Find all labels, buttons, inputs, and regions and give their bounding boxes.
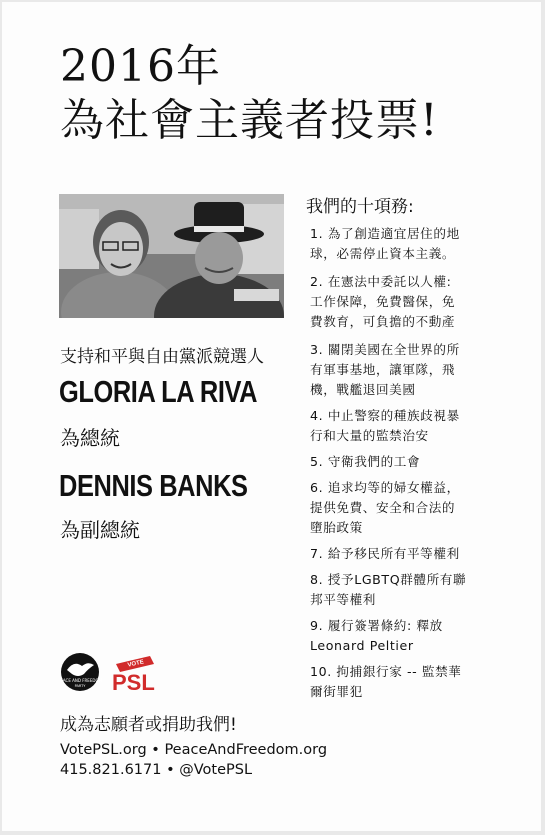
task-10 xyxy=(310,662,461,702)
task-line: 9. 履行簽署條約: 釋放 xyxy=(310,618,443,633)
task-line: 爾街罪犯 xyxy=(310,684,363,699)
task-line: 4. 中止警察的種族歧視暴 xyxy=(310,408,460,423)
task-line: 2. 在憲法中委託以人權: xyxy=(310,274,452,289)
vice-president-role: 為副總統 xyxy=(60,518,140,542)
headline-year: 2016年 xyxy=(60,41,221,92)
task-5 xyxy=(310,452,420,472)
tasks-title: 我們的十項務: xyxy=(306,197,414,217)
task-line: 8. 授予LGBTQ群體所有聯 xyxy=(310,572,467,587)
task-6 xyxy=(310,478,460,538)
peace-and-freedom-party-wordmark: PARTY xyxy=(74,684,86,688)
task-9 xyxy=(310,616,443,656)
task-7 xyxy=(310,544,460,564)
phone-social-line: 415.821.6171 • @VotePSL xyxy=(60,762,253,778)
task-line: 10. 拘捕銀行家 -- 監禁華 xyxy=(310,664,462,679)
vice-president-name: DENNIS BANKS xyxy=(59,468,248,503)
task-line: 工作保障，免費醫保，免 xyxy=(310,294,456,309)
task-line: 1. 為了創造適宜居住的地 xyxy=(310,226,460,241)
volunteer-call: 成為志願者或捐助我們! xyxy=(60,715,237,735)
headline-slogan: 為社會主義者投票! xyxy=(60,95,439,146)
vote-psl-logo xyxy=(110,652,160,692)
task-line: 7. 給予移民所有平等權利 xyxy=(310,546,460,561)
support-line: 支持和平與自由黨派競選人 xyxy=(60,347,264,367)
candidates-photo xyxy=(59,194,284,318)
psl-wordmark: PSL xyxy=(112,670,155,692)
president-name: GLORIA LA RIVA xyxy=(59,374,258,409)
task-1 xyxy=(310,224,460,264)
task-line: 邦平等權利 xyxy=(310,592,376,607)
task-line: 提供免費、安全和合法的 xyxy=(310,500,456,515)
task-line: 墮胎政策 xyxy=(310,520,363,535)
task-3 xyxy=(310,340,460,400)
task-line: 5. 守衛我們的工會 xyxy=(310,454,421,469)
task-line: 球，必需停止資本主義。 xyxy=(310,246,456,261)
task-line: 6. 追求均等的婦女權益， xyxy=(310,480,460,495)
headline xyxy=(60,40,439,148)
task-line: 3. 關閉美國在全世界的所 xyxy=(310,342,460,357)
websites-line: VotePSL.org • PeaceAndFreedom.org xyxy=(60,742,328,758)
task-4 xyxy=(310,406,460,446)
task-line: Leonard Peltier xyxy=(310,638,414,653)
task-line: 行和大量的監禁治安 xyxy=(310,428,429,443)
task-2 xyxy=(310,272,455,332)
peace-and-freedom-wordmark: PEACE AND FREEDOM xyxy=(60,678,103,683)
task-8 xyxy=(310,570,466,610)
task-line: 有軍事基地，讓軍隊，飛 xyxy=(310,362,456,377)
task-line: 機，戰艦退回美國 xyxy=(310,382,416,397)
candidates-photo-image xyxy=(59,194,284,318)
party-logos xyxy=(60,652,200,692)
president-role: 為總統 xyxy=(60,426,120,450)
vote-wordmark: VOTE xyxy=(127,659,145,669)
task-line: 費教育，可負擔的不動產 xyxy=(310,314,456,329)
flyer xyxy=(2,2,541,831)
